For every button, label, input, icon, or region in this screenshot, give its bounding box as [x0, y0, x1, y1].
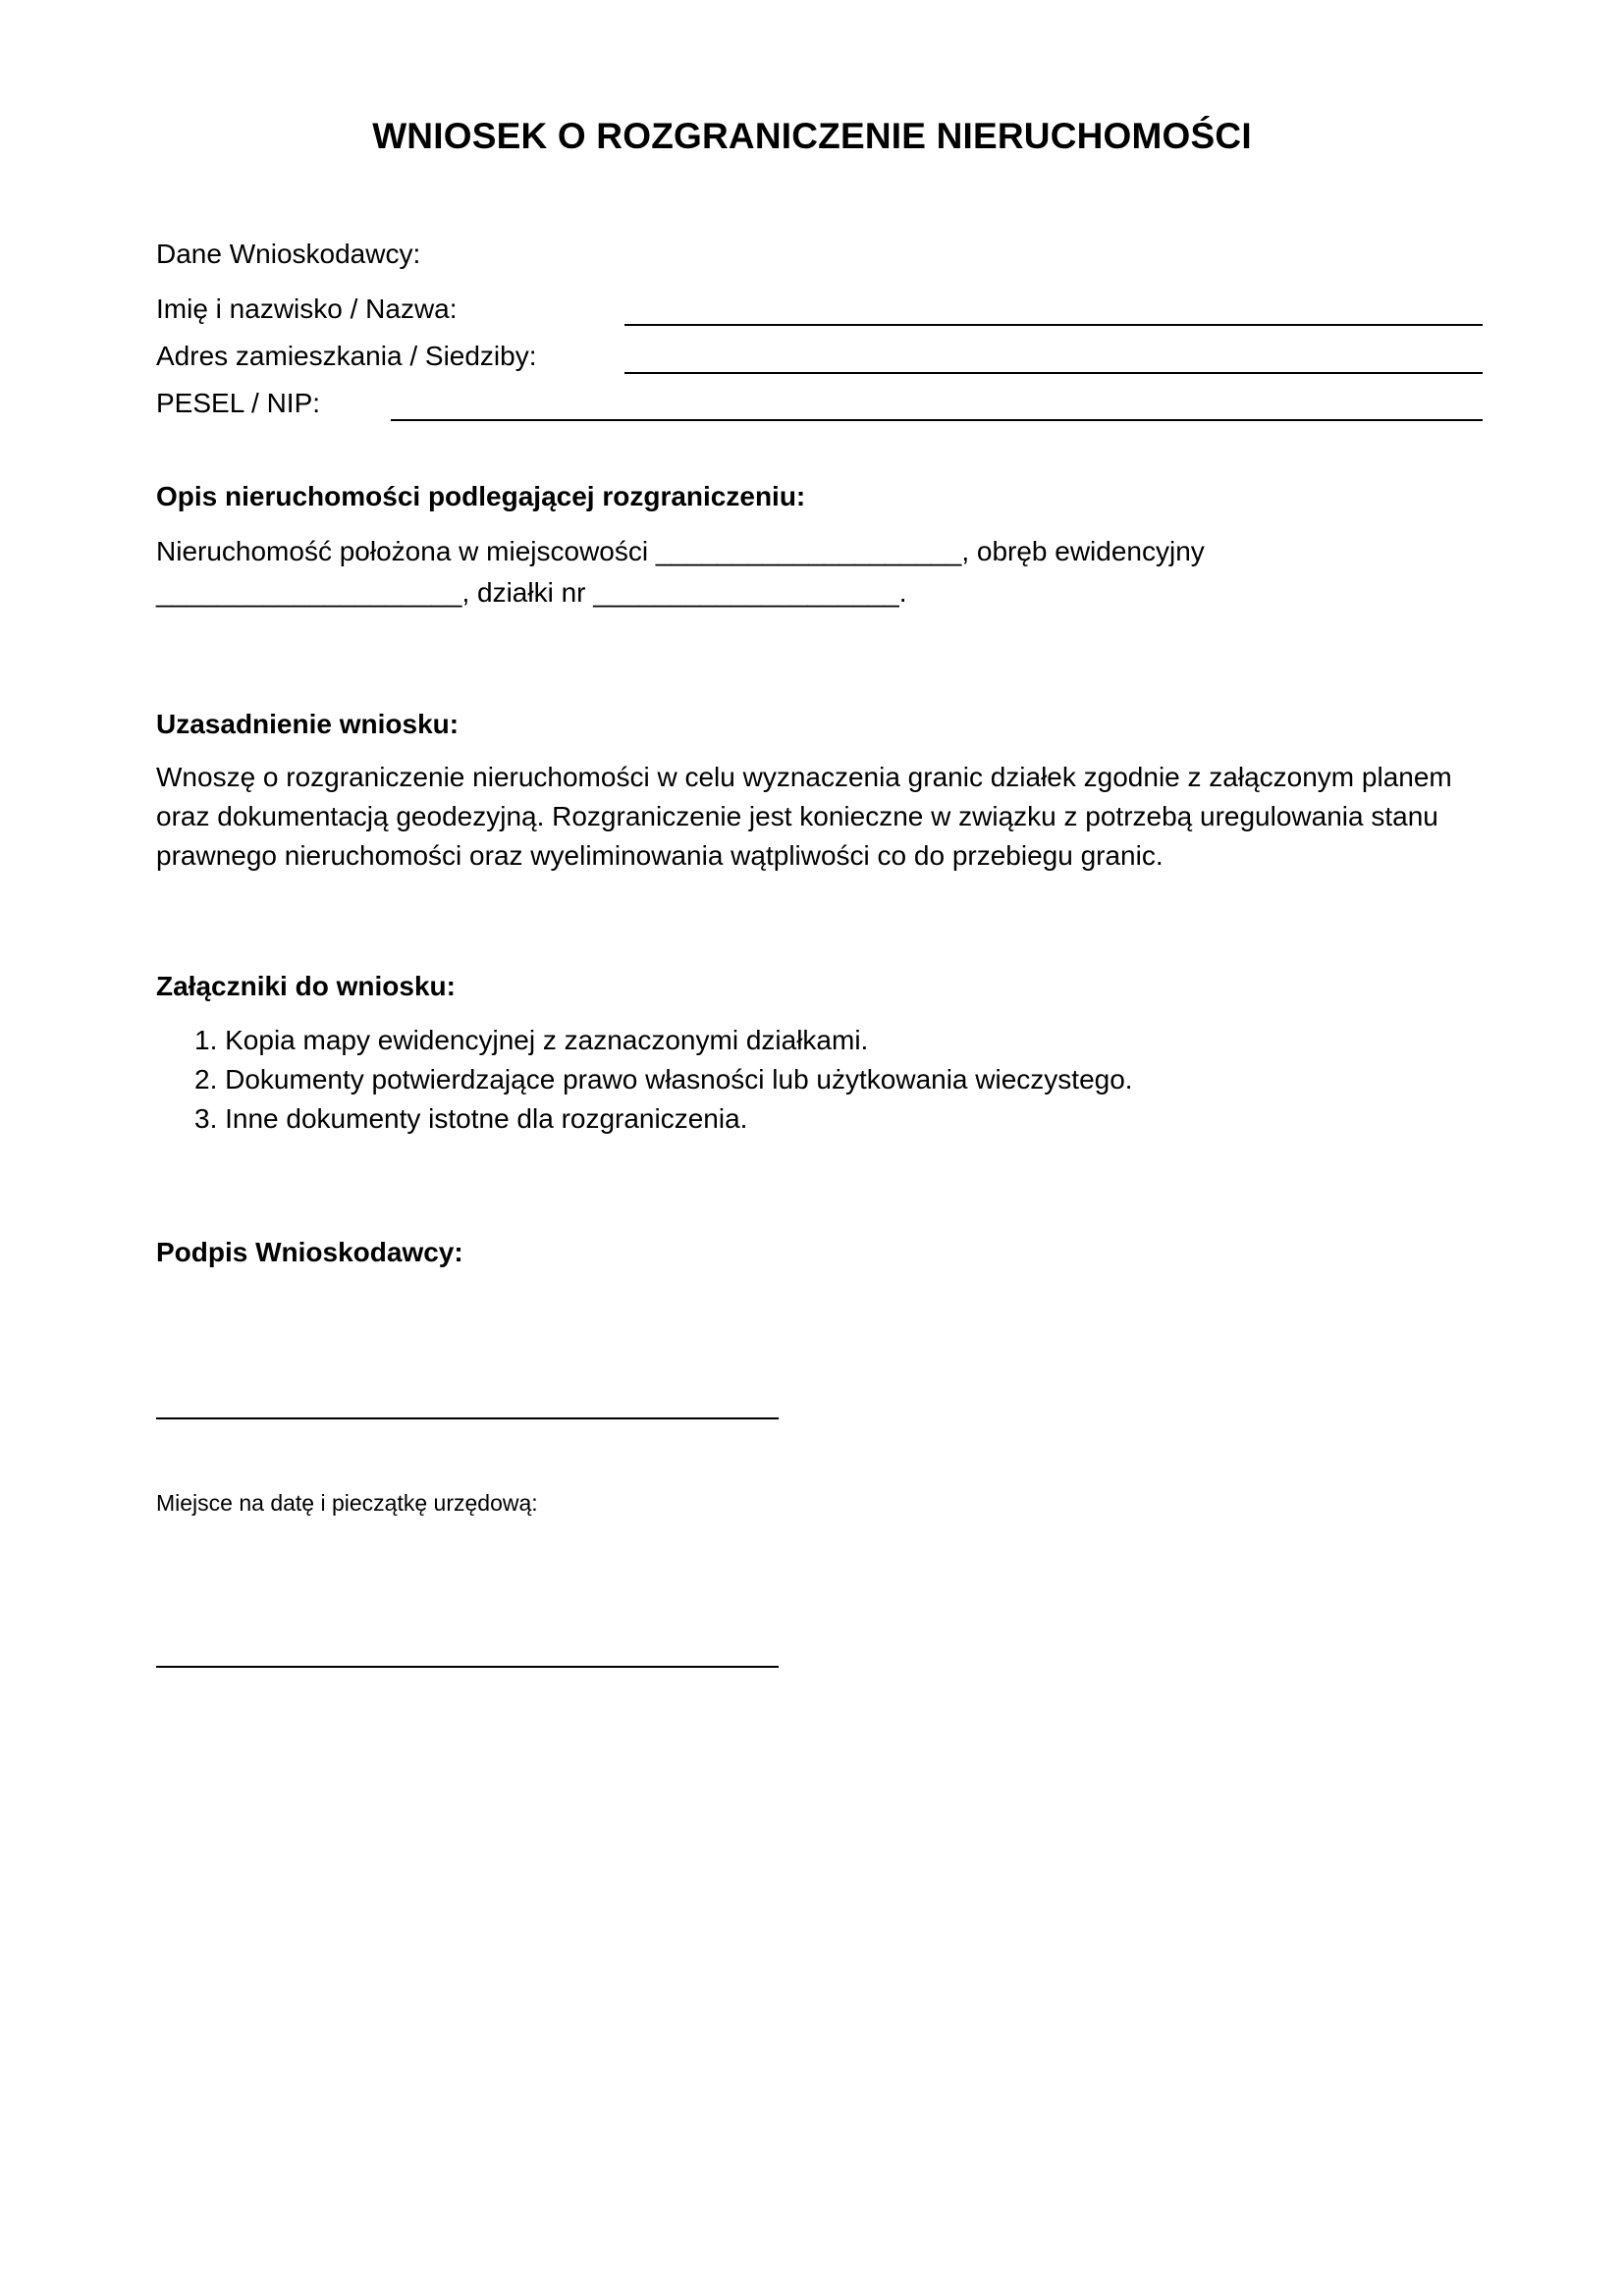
- justification-line-2: oraz dokumentacją geodezyjną. Rozgraniczenie jest konieczne w związku z potrzebą uregulowania stanu: [156, 801, 1438, 831]
- name-label: Imię i nazwisko / Nazwa:: [156, 294, 458, 324]
- document-title: WNIOSEK O ROZGRANICZENIE NIERUCHOMOŚCI: [372, 116, 1252, 156]
- justification-line-3: prawnego nieruchomości oraz wyeliminowania wątpliwości co do przebiegu granic.: [156, 840, 1164, 871]
- property-heading: Opis nieruchomości podlegającej rozgraniczeniu:: [156, 481, 806, 511]
- property-line-1: Nieruchomość położona w miejscowości ____________________, obręb ewidencyjny: [156, 536, 1205, 566]
- attachments-heading: Załączniki do wniosku:: [156, 971, 456, 1001]
- justification-line-1: Wnoszę o rozgraniczenie nieruchomości w celu wyznaczenia granic działek zgodnie z załączonym planem: [156, 762, 1452, 792]
- attachments-list: [194, 1021, 1133, 1139]
- attachment-item: 3. Inne dokumenty istotne dla rozgraniczenia.: [194, 1103, 748, 1134]
- stamp-label: Miejsce na datę i pieczątkę urzędową:: [156, 1490, 538, 1516]
- property-line-2: ____________________, działki nr ____________________.: [156, 577, 907, 608]
- signature-heading: Podpis Wnioskodawcy:: [156, 1237, 463, 1267]
- address-label: Adres zamieszkania / Siedziby:: [156, 341, 537, 371]
- signature-line[interactable]: [156, 1417, 779, 1419]
- id-field-line[interactable]: [391, 419, 1483, 421]
- justification-heading: Uzasadnienie wniosku:: [156, 709, 460, 739]
- name-field-line[interactable]: [624, 324, 1483, 326]
- applicant-heading: Dane Wnioskodawcy:: [156, 239, 421, 269]
- id-label: PESEL / NIP:: [156, 388, 321, 418]
- address-field-line[interactable]: [624, 372, 1483, 374]
- stamp-line[interactable]: [156, 1666, 779, 1668]
- attachment-item: 1. Kopia mapy ewidencyjnej z zaznaczonymi działkami.: [194, 1025, 869, 1055]
- attachment-item: 2. Dokumenty potwierdzające prawo własności lub użytkowania wieczystego.: [194, 1064, 1133, 1095]
